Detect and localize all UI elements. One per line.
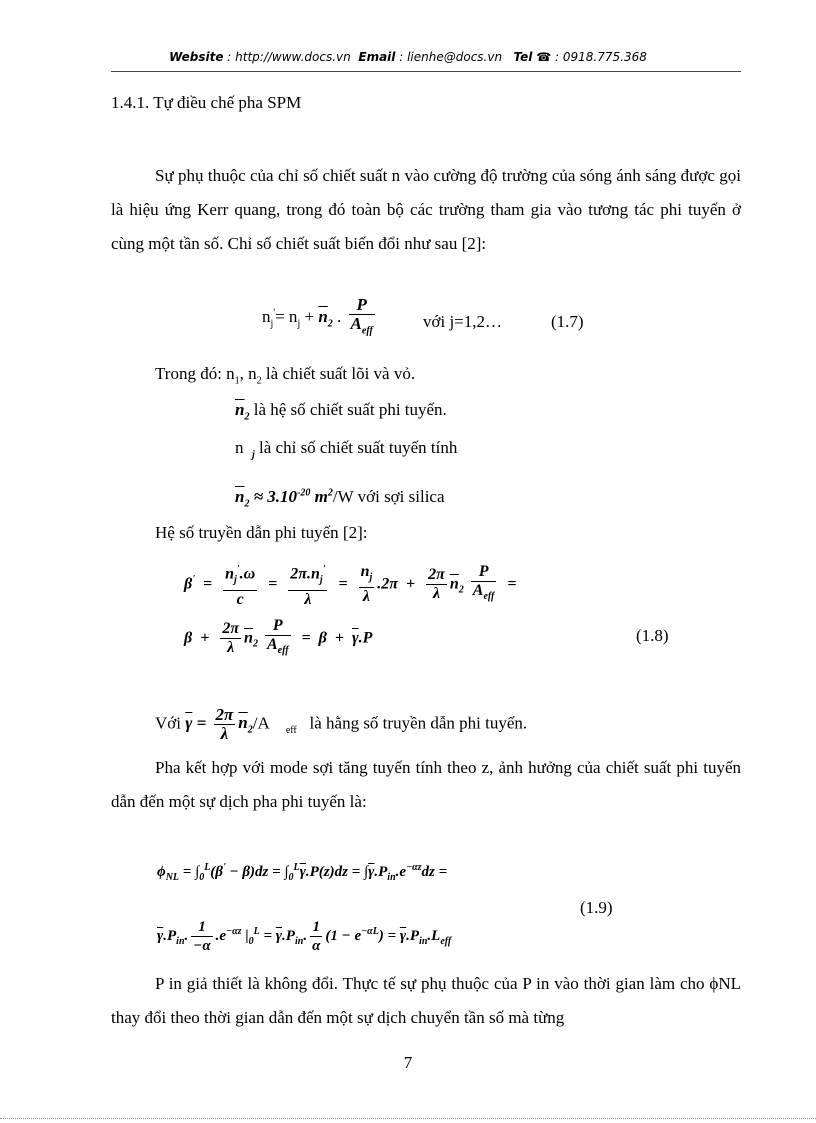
- definitions-intro-label: Trong đó: n: [155, 364, 235, 383]
- paragraph-intro: Sự phụ thuộc của chỉ số chiết suất n vào cường độ trường của sóng ánh sáng được gọi là hiệu ứng Kerr quang, trong đó toàn bộ các trường tham gia vào tương tác phi tuyến ở cùng một tần số. Chỉ số chiết suất biến đổi như sau [2]:: [111, 166, 741, 253]
- page-bottom-border: [0, 1118, 816, 1119]
- definition-n2-value-text: /W với sợi silica: [332, 487, 445, 506]
- equation-1-7-number: (1.7): [551, 312, 584, 331]
- paragraph-phase: Pha kết hợp với mode sợi tăng tuyến tính theo z, ảnh hưởng của chiết suất phi tuyến dẫn đến một sự dịch pha phi tuyến là:: [111, 758, 741, 811]
- definitions-intro-tail: là chiết suất lõi và vỏ.: [265, 364, 416, 383]
- section-title: 1.4.1. Tự điều chế pha SPM: [111, 93, 302, 112]
- equation-1-8-number: (1.8): [636, 626, 669, 645]
- gamma-suffix: là hằng số truyền dẫn phi tuyến.: [309, 713, 528, 733]
- definition-nj-text: là chỉ số chiết suất tuyến tính: [259, 438, 458, 457]
- tel-label: Tel: [513, 50, 533, 64]
- definition-n2-value: $\overline{n}_2 \approx 3.10^{-20}$ $m^2/W$ với sợi silica: [235, 487, 445, 510]
- page-number: 7: [403, 1053, 413, 1072]
- equation-1-7-condition: với j=1,2…: [423, 312, 503, 331]
- equation-1-9-line1: $\phi_{NL} = \int_0^L(\beta' - \beta)dz = \int_0^L\overline{\gamma}.P(z)dz = \int\overline{\gamma}.P_{in}.e^{-\alpha z}dz$ =: [157, 862, 448, 883]
- definition-n2-text: là hệ số chiết suất phi tuyến.: [253, 400, 447, 419]
- definition-nj: n $_j$ là chỉ số chiết suất tuyến tính: [235, 438, 458, 461]
- definitions-intro: Trong đó: $n_1$, $n_2$ là chiết suất lõi và vỏ.: [155, 364, 416, 387]
- coefficient-heading: Hệ số truyền dẫn phi tuyến [2]:: [155, 523, 368, 542]
- website-value[interactable]: : http://www.docs.vn: [227, 50, 351, 64]
- equation-1-8-line1: β' = $\frac{n_j'.\omega}{c}$ = $\frac{2\pi.n_j'}{\lambda}$ = $\frac{n_j}{\lambda}$ .2π + $\frac{2\pi}{\lambda}$ $\overline{n}_2$ $\frac{P}{A_{eff}}$ =: [184, 561, 517, 609]
- website-label: Website: [169, 50, 224, 64]
- paragraph-time-dependence: P in giả thiết là không đổi. Thực tế sự phụ thuộc của P in vào thời gian làm cho ϕNL thay đổi theo thời gian dẫn đến một sự dịch chuyển tần số mà từng: [111, 974, 741, 1027]
- equation-1-8-line2: β + $\frac{2\pi}{\lambda}$ $\overline{n}_2$ $\frac{P}{A_{eff}}$ = $\beta + \overline{\gamma}.P$: [184, 617, 373, 657]
- email-label: Email: [358, 50, 396, 64]
- gamma-definition: Với $\overline{\gamma}$ = $\frac{2\pi}{\lambda}$ $\overline{n}_2/A$ $_{eff}$ là hằng số truyền dẫn phi tuyến.: [155, 705, 528, 743]
- gamma-unit: /A: [252, 713, 269, 733]
- email-value[interactable]: : lienhe@docs.vn: [399, 50, 503, 64]
- equation-1-9-number: (1.9): [580, 898, 613, 917]
- header-divider: [111, 71, 741, 72]
- equation-1-9-line2: $\overline{\gamma}.P_{in}$. $\frac{1}{-\alpha}$ $.e^{-\alpha z}$ $|_0^L = \overline{\gamma}.P_{in}$. $\frac{1}{\alpha}$ $(1 - e^{-\alpha L}) = \overline{\gamma}.P_{in}.L_{eff}$: [157, 919, 452, 954]
- equation-1-7: $n_j'= n_j + \overline{n}_2$ . $\frac{P}{A_{eff}}$: [262, 295, 373, 337]
- gamma-prefix: Với: [155, 713, 181, 733]
- definition-n2: $\overline{n}_2$ là hệ số chiết suất phi tuyến.: [235, 400, 447, 423]
- phone-icon: ☎: [536, 50, 552, 64]
- page-header: [0, 50, 816, 64]
- gamma-eff: eff: [285, 724, 297, 736]
- tel-value: : 0918.775.368: [555, 50, 647, 64]
